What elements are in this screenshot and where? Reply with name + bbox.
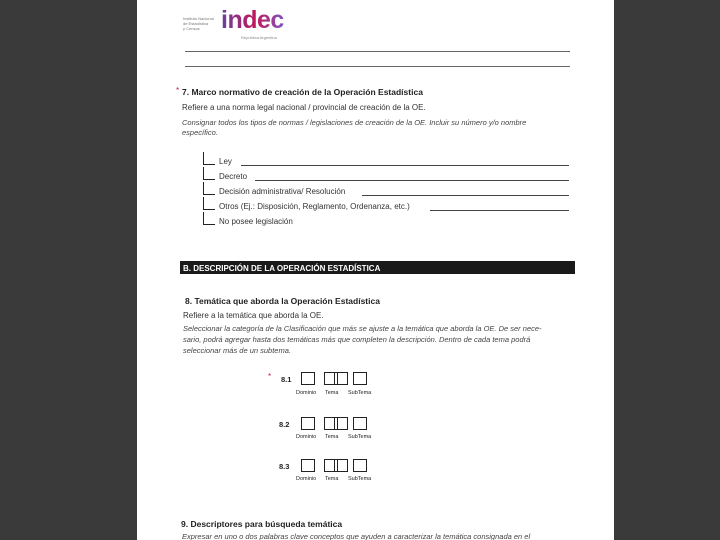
- label-tema-8-1: Tema: [325, 390, 339, 396]
- option-otros-label: Otros (Ej.: Disposición, Reglamento, Ordenanza, etc.): [219, 202, 410, 211]
- q8-title: 8. Temática que aborda la Operación Estadística: [185, 296, 380, 306]
- q7-title: 7. Marco normativo de creación de la Operación Estadística: [182, 87, 423, 97]
- dominio-box-8-2[interactable]: [301, 417, 315, 430]
- checkbox-otros[interactable]: [203, 197, 215, 210]
- checkbox-ley[interactable]: [203, 152, 215, 165]
- checkbox-decreto[interactable]: [203, 167, 215, 180]
- subtema-box-8-1[interactable]: [353, 372, 367, 385]
- label-dominio-8-2: Dominio: [296, 434, 317, 440]
- q8-instruction-3: seleccionar más de un subtema.: [183, 346, 291, 355]
- indec-logo: indec: [221, 6, 284, 34]
- fill-line-decreto[interactable]: [255, 180, 569, 181]
- checkbox-no-posee[interactable]: [203, 212, 215, 225]
- subtema-box-8-3[interactable]: [353, 459, 367, 472]
- institute-line-1: Instituto Nacional: [183, 16, 214, 21]
- row-code-8-2: 8.2: [279, 420, 290, 429]
- header-rule-1: [185, 51, 570, 52]
- label-dominio-8-1: Dominio: [296, 390, 317, 396]
- institute-line-2: de Estadística: [183, 21, 209, 26]
- tema-box-8-1-b[interactable]: [334, 372, 348, 385]
- fill-line-otros[interactable]: [430, 210, 569, 211]
- label-subtema-8-3: SubTema: [348, 476, 372, 482]
- label-dominio-8-3: Dominio: [296, 476, 317, 482]
- label-tema-8-3: Tema: [325, 476, 339, 482]
- q9-instruction: Expresar en uno o dos palabras clave conceptos que ayuden a caracterizar la temática consignada en el: [182, 532, 531, 540]
- header-rule-2: [185, 66, 570, 67]
- q8-subtitle: Refiere a la temática que aborda la OE.: [183, 311, 324, 320]
- country-label: República Argentina: [241, 35, 277, 40]
- institute-name: [183, 16, 223, 31]
- q7-instruction-1: Consignar todos los tipos de normas / legislaciones de creación de la OE. Incluir su número y/o nombre: [182, 118, 527, 127]
- row-code-8-1: 8.1: [281, 375, 292, 384]
- fill-line-decision[interactable]: [362, 195, 569, 196]
- document-page: [137, 0, 614, 540]
- tema-box-8-2-b[interactable]: [334, 417, 348, 430]
- q8-required-marker: *: [268, 372, 272, 381]
- dominio-box-8-1[interactable]: [301, 372, 315, 385]
- label-subtema-8-2: SubTema: [348, 434, 372, 440]
- label-tema-8-2: Tema: [325, 434, 339, 440]
- label-subtema-8-1: SubTema: [348, 390, 372, 396]
- q8-instruction-1: Seleccionar la categoría de la Clasificación que más se ajuste a la temática que aborda la OE. De ser nece-: [183, 324, 542, 333]
- fill-line-ley[interactable]: [241, 165, 569, 166]
- row-code-8-3: 8.3: [279, 462, 290, 471]
- q7-instruction-2: específico.: [182, 128, 218, 137]
- required-marker: *: [176, 86, 180, 95]
- checkbox-decision[interactable]: [203, 182, 215, 195]
- q9-title: 9. Descriptores para búsqueda temática: [181, 519, 343, 529]
- option-decreto-label: Decreto: [219, 172, 248, 181]
- institute-line-3: y Censos: [183, 26, 200, 31]
- q8-instruction-2: sario, podrá agregar hasta dos temáticas más que completen la descripción. Dentro de cada tema podrá: [183, 335, 531, 344]
- subtema-box-8-2[interactable]: [353, 417, 367, 430]
- q7-subtitle: Refiere a una norma legal nacional / provincial de creación de la OE.: [182, 103, 426, 112]
- option-decision-label: Decisión administrativa/ Resolución: [219, 187, 346, 196]
- option-ley-label: Ley: [219, 157, 232, 166]
- tema-box-8-3-b[interactable]: [334, 459, 348, 472]
- section-b-header: B. DESCRIPCIÓN DE LA OPERACIÓN ESTADÍSTICA: [180, 261, 575, 274]
- option-no-posee-label: No posee legislación: [219, 217, 293, 226]
- dominio-box-8-3[interactable]: [301, 459, 315, 472]
